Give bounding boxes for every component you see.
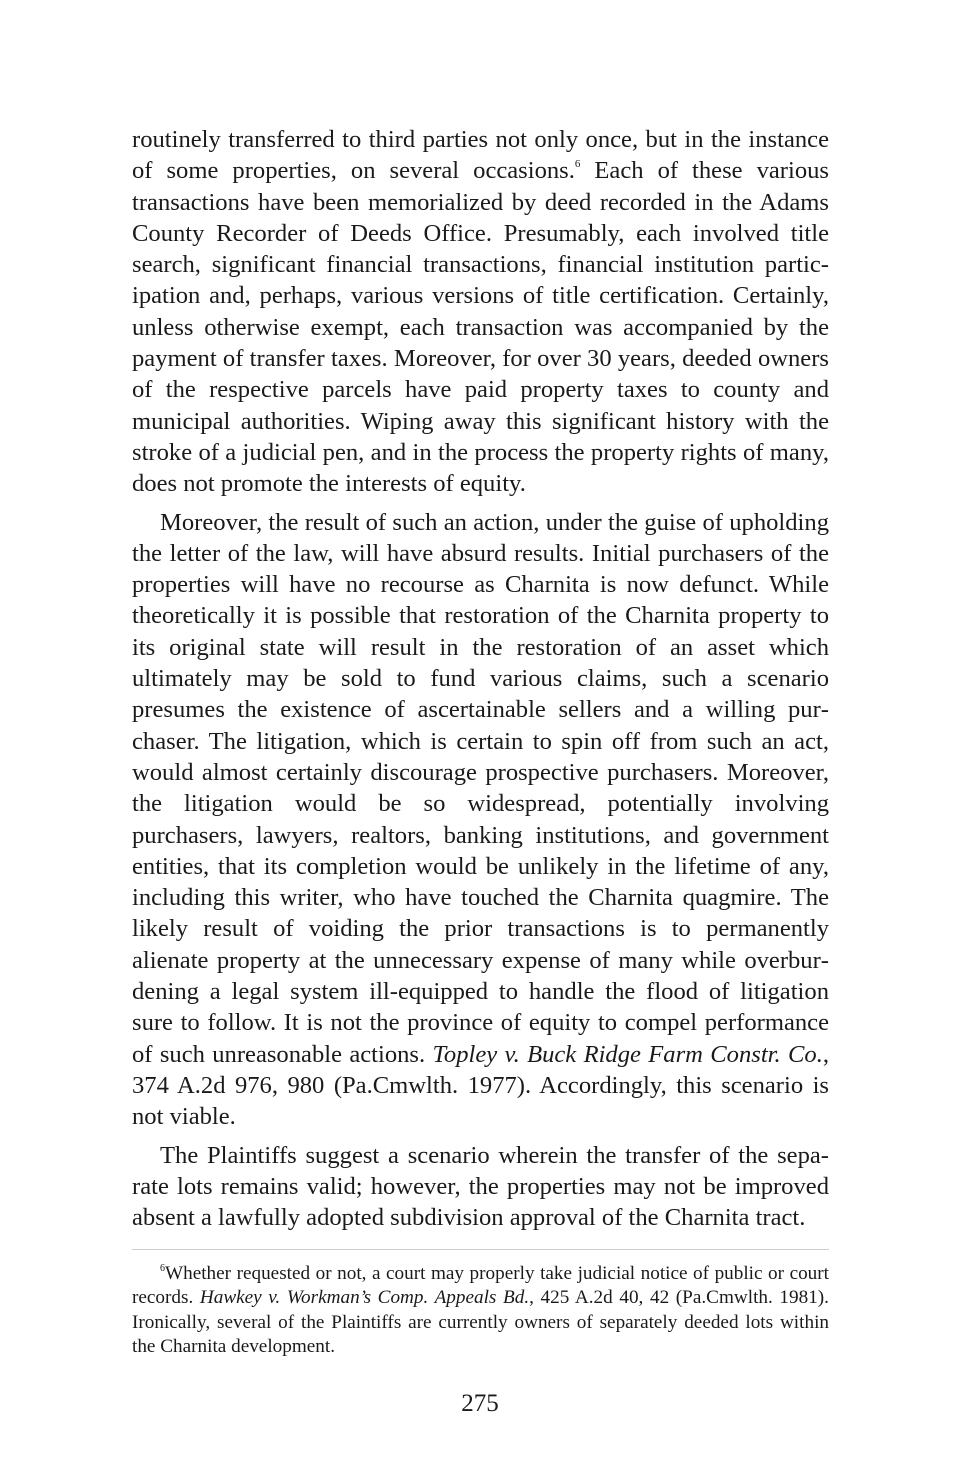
paragraph-plaintiffs-scenario: The Plaintiffs suggest a scenario wherein the transfer of the separate lots remains valid; however, the properties may not be improved absent a lawfully adopted subdivision approval of the Charnita tract. — [132, 1141, 829, 1232]
body-text — [132, 124, 829, 1233]
paragraph-2-text-a: Moreover, the result of such an action, under the guise of upholding the letter of the law, will have absurd results. Initial purchasers of the properties will have no recourse as Charnita is now defunct. While theoretically it is possible that restoration of the Charnita property to its original state will result in the restoration of an asset which ultimately may be sold to fund various claims, such a scenario presumes the existence of ascertainable sellers and a willing purchaser. The litigation, which is certain to spin off from such an act, would almost certainly discourage prospective purchasers. Moreover, the litigation would be so widespread, potentially involving purchasers, lawyers, realtors, banking institutions, and government entities, that its completion would be unlikely in the lifetime of any, including this writer, who have touched the Charnita quagmire. The likely result of voiding the prior transactions is to permanently alienate property at the unnecessary expense of many while overburdening a legal system ill-equipped to handle the flood of litigation sure to follow. It is not the province of equity to compel performance of such unreasonable actions. — [132, 508, 829, 1068]
paragraph-1-text-b: Each of these various transactions have been memorialized by deed recorded in the Adams County Recorder of Deeds Office. Presumably, each involved title search, significant financial transactions, financial institution participation and, perhaps, various versions of title certification. Certainly, unless otherwise exempt, each transaction was accompanied by the payment of transfer taxes. Moreover, for over 30 years, deeded owners of the respective parcels have paid property taxes to county and municipal authorities. Wiping away this significant history with the stroke of a judicial pen, and in the process the property rights of many, does not promote the interests of equity. — [132, 157, 829, 498]
case-citation-hawkey: Hawkey v. Workman’s Comp. Appeals Bd. — [199, 1287, 530, 1309]
footnote-divider — [132, 1249, 829, 1250]
paragraph-1-text-a: routinely transferred to third parties not only once, but in the instance of some properties, on several occasions. — [132, 126, 829, 185]
footnote-text-b: , 425 A.2d 40, 42 (Pa.Cmwlth. 1981). Ironically, several of the Plaintiffs are currently owners of separately deeded lots within the Charnita development. — [132, 1287, 829, 1358]
case-citation-topley: Topley v. Buck Ridge Farm Constr. Co. — [432, 1040, 823, 1068]
footnote-number: 6 — [160, 1262, 165, 1274]
footnote-reference-6: 6 — [574, 158, 581, 171]
footnote-text-a: Whether requested or not, a court may properly take judicial notice of public or court records. — [132, 1263, 829, 1309]
page-number: 275 — [461, 1390, 499, 1417]
footnote-6 — [132, 1262, 829, 1360]
paragraph-2-text-b: , 374 A.2d 976, 980 (Pa.Cmwlth. 1977). Accordingly, this scenario is not viable. — [132, 1040, 829, 1131]
paragraph-continued — [132, 124, 829, 500]
paragraph-absurd-results — [132, 507, 829, 1133]
